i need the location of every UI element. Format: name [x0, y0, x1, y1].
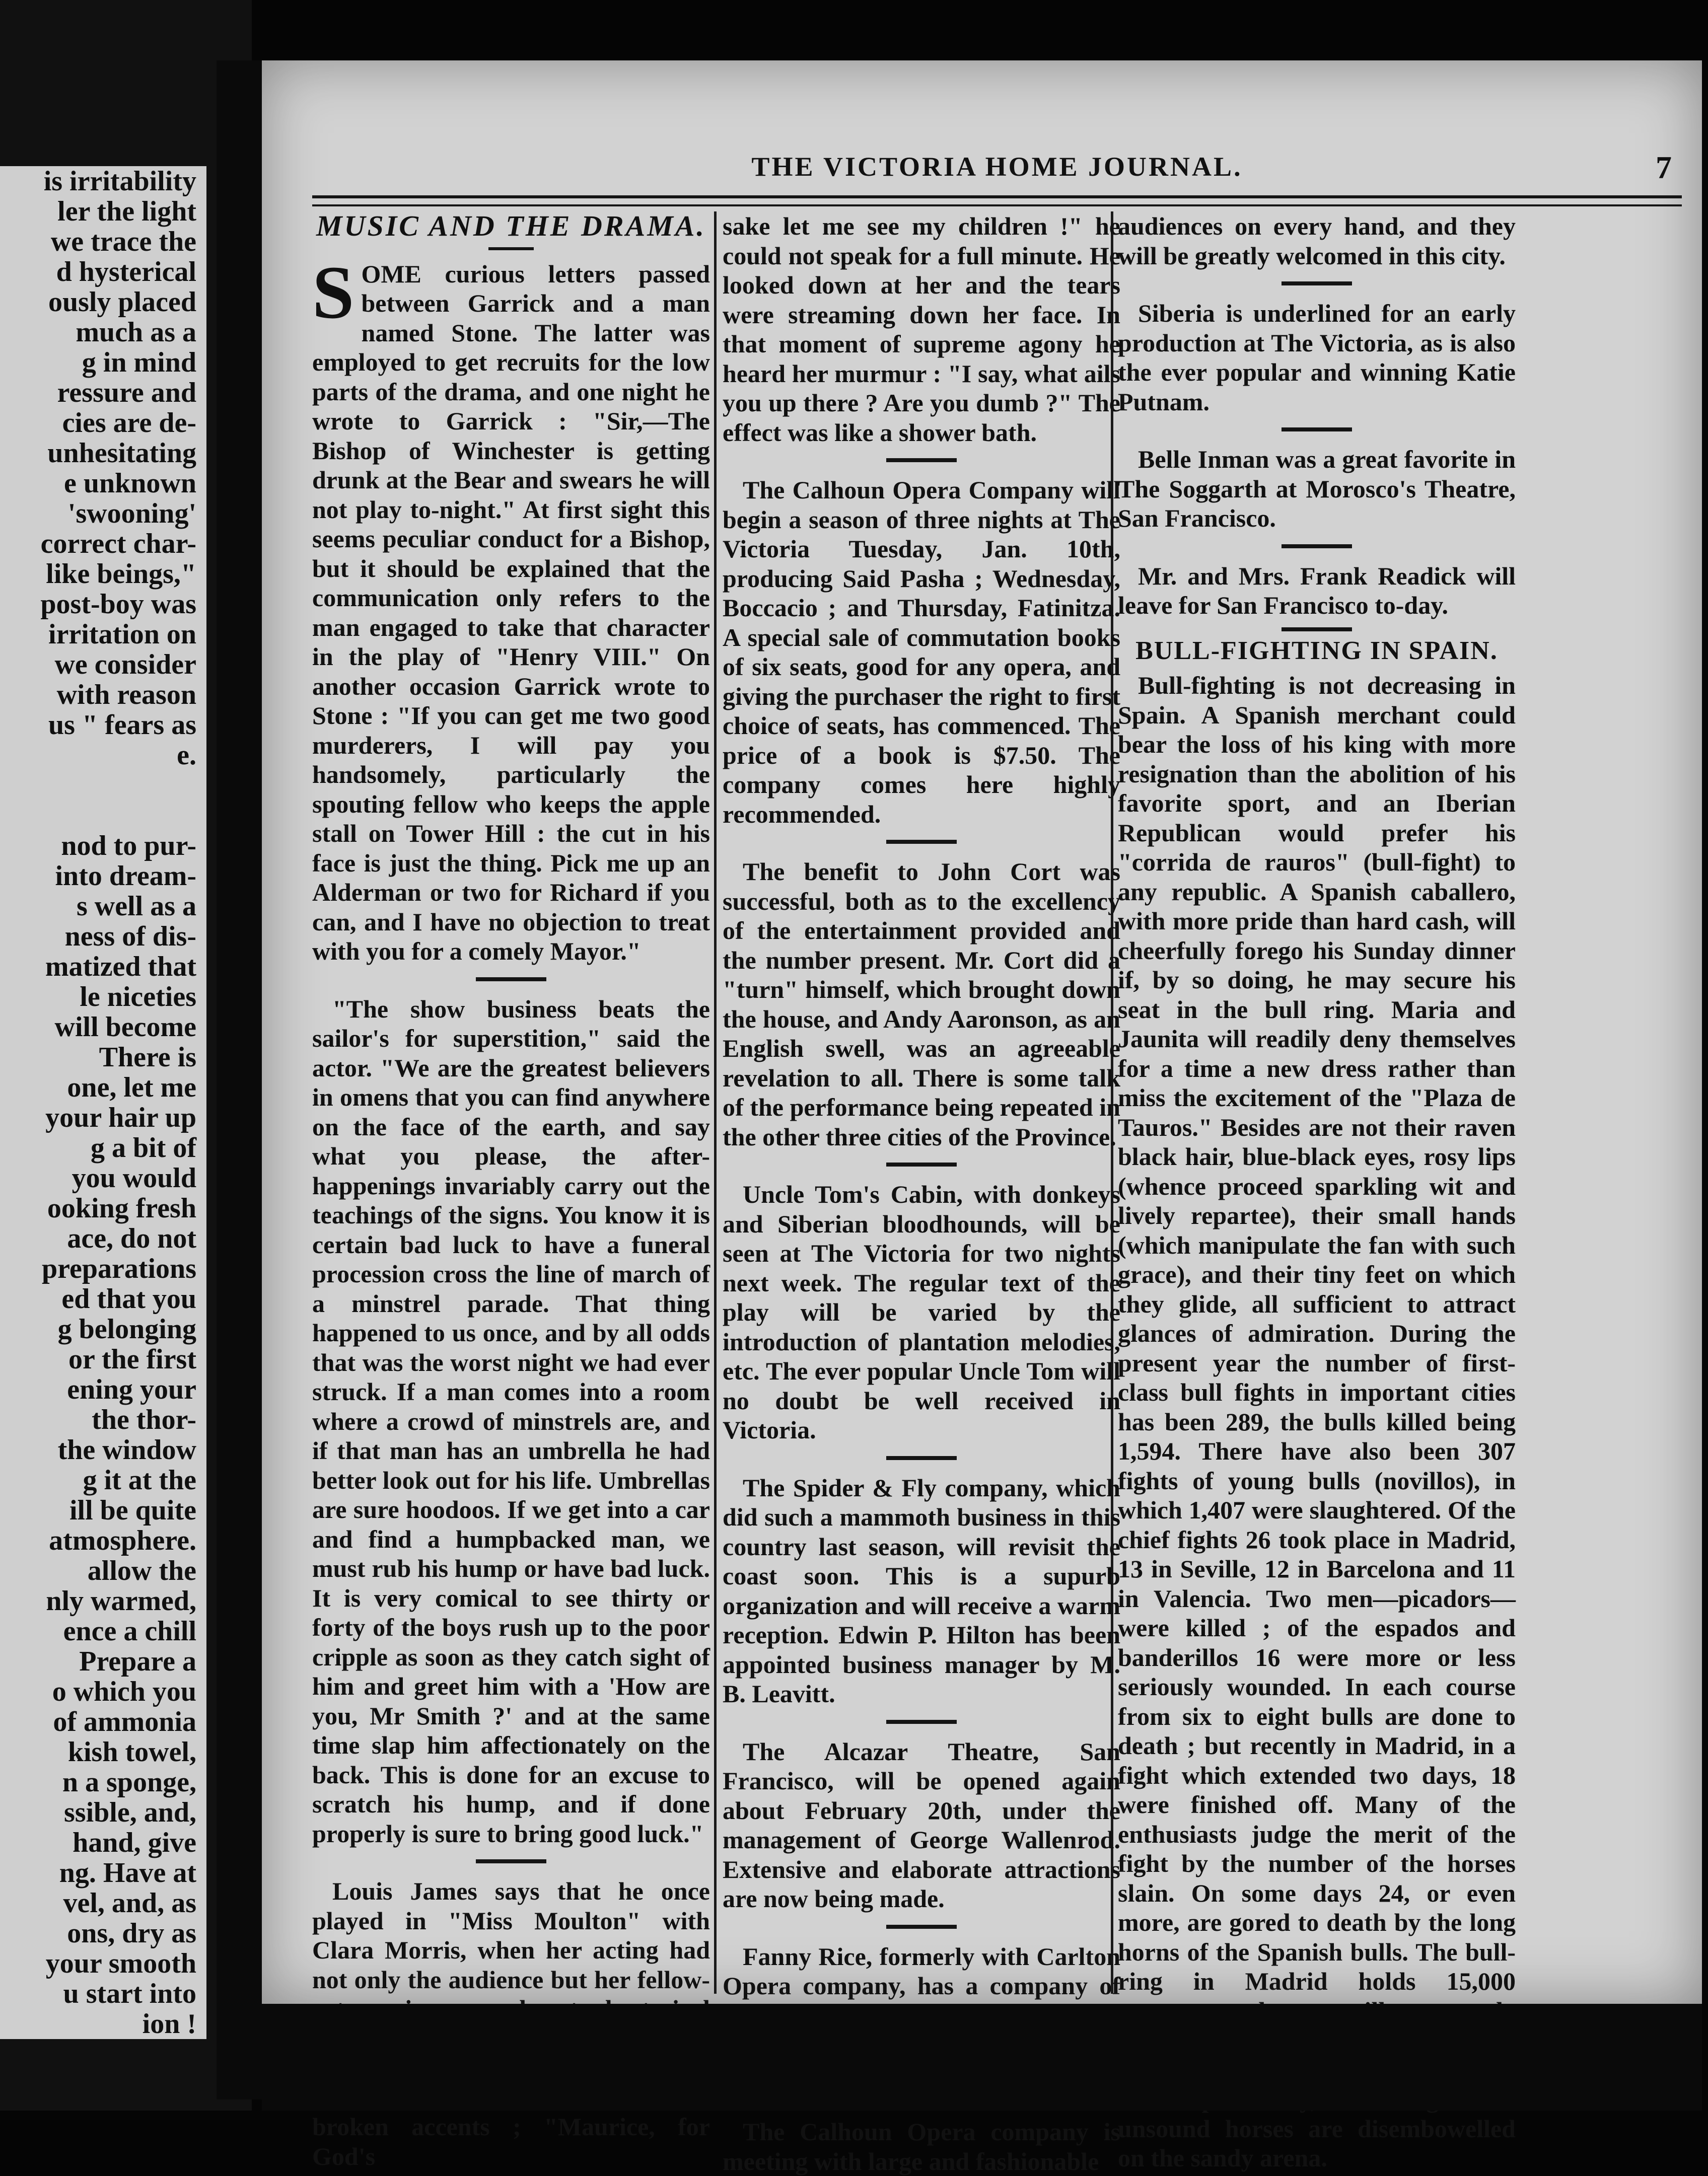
previous-page-line: us " fears as [48, 709, 196, 741]
previous-page-line: irritation on [48, 619, 196, 650]
book-spine-gutter [217, 60, 262, 2099]
article-separator [1282, 427, 1352, 431]
page-number: 7 [1656, 150, 1672, 185]
previous-page-line: e. [177, 740, 196, 771]
article-separator [1282, 544, 1352, 548]
previous-page-line: hand, give [73, 1827, 196, 1858]
previous-page-line: much as a [76, 317, 196, 348]
header-rule-thin [312, 204, 1682, 206]
previous-page-line: atmosphere. [49, 1525, 196, 1556]
previous-page-line: 'swooning' [67, 498, 196, 529]
article-paragraph: The benefit to John Cort was successful, both as to the excellency of the entertainment provided and the number present. Mr. Cort did a "turn" himself, which brought down the house, and Andy Aaronson, as an English swell, was an agreeable revelation to all. There is some talk of the performance being repeated in the other three cities of the Province. [723, 857, 1120, 1151]
previous-page-line: ening your [67, 1374, 196, 1405]
previous-page-line: ace, do not [67, 1223, 196, 1254]
previous-page-line: you would [72, 1163, 196, 1194]
previous-page-line: is irritability [43, 166, 196, 197]
article-paragraph: "The show business beats the sailor's for superstition," said the actor. "We are the greatest believers in omens that you can find anywhere on the face of the earth, and say what you please, the after-happenings invariably carry out the teachings of the signs. You know it is certain bad luck to have a funeral procession cross the line of march of a minstrel parade. That thing happened to us once, and by all odds that was the worst night we had ever struck. If a man comes into a room where a crowd of minstrels are, and if that man has an umbrella he had better look out for his life. Umbrellas are sure hoodoos. If we get into a car and find a humpbacked man, we must rub his hump or have bad luck. It is very comical to see thirty or forty of the boys rush up to the poor cripple as soon as they catch sight of him and greet him with a 'How are you, Mr Smith ?' and at the same time slap him affectionately on the back. This is done for an excuse to scratch his hump, and if done properly is sure to bring good luck." [312, 994, 710, 1848]
article-separator [1282, 281, 1352, 285]
previous-page-line: ng. Have at [59, 1857, 196, 1889]
previous-page-line: with reason [56, 679, 196, 710]
previous-page-line: we trace the [50, 226, 196, 257]
header-rule [312, 195, 1682, 198]
previous-page-line: ed that you [61, 1283, 196, 1315]
section-title-bull-fighting: BULL-FIGHTING IN SPAIN. [1135, 636, 1498, 665]
previous-page-line: ooking fresh [47, 1193, 196, 1224]
article-paragraph: sake let me see my children !" he could not speak for a full minute. He looked down at her and the tears were streaming down her face. In that moment of supreme agony he heard her murmur : "I say, what ails you up there ? Are you dumb ?" The effect was like a shower bath. [723, 212, 1120, 447]
article-paragraph: Uncle Tom's Cabin, with donkeys and Siberian bloodhounds, will be seen at The Victoria for two nights next week. The regular text of the play will be varied by the introduction of plantation melodies, etc. The ever popular Uncle Tom will no doubt be well received in Victoria. [723, 1180, 1120, 1444]
section-title-music-drama: MUSIC AND THE DRAMA. [316, 209, 706, 242]
previous-page-line: ence a chill [63, 1616, 196, 1647]
previous-page-line: g belonging [57, 1314, 196, 1345]
previous-page-line: Prepare a [79, 1646, 196, 1677]
previous-page-line: nly warmed, [46, 1585, 196, 1617]
previous-page-line: cies are de- [62, 407, 196, 439]
previous-page-line: ler the light [57, 196, 196, 227]
article-paragraph: The Calhoun Opera Company will begin a season of three nights at The Victoria Tuesday, Jan. 10th, producing Said Pasha ; Wednesday, Boccacio ; and Thursday, Fatinitza. A special sale of commutation books of six seats, good for any opera, and giving the purchaser the right to first choice of seats, has commenced. The price of a book is $7.50. The company comes here highly recommended. [723, 476, 1120, 828]
column-2 [723, 211, 1120, 2175]
article-separator [886, 840, 957, 844]
article-paragraph: The Alcazar Theatre, San Francisco, will be opened again about February 20th, under the management of George Wallenrod. Extensive and elaborate attractions are now being made. [723, 1737, 1120, 1913]
previous-page-line: preparations [42, 1253, 196, 1284]
previous-page-line: g it at the [83, 1465, 196, 1496]
previous-page-line: kish towel, [67, 1736, 196, 1768]
previous-page-top-lines [0, 166, 206, 770]
article-paragraph: Belle Inman was a great favorite in The Soggarth at Morosco's Theatre, San Francisco. [1118, 445, 1516, 532]
previous-page-line: the thor- [92, 1404, 196, 1435]
article-paragraph [312, 250, 710, 966]
previous-page-line: le niceties [80, 981, 196, 1012]
previous-page-line: matized that [45, 951, 196, 982]
article-separator [886, 1163, 957, 1167]
previous-page-line: we consider [54, 649, 196, 680]
previous-page-bottom-lines [0, 831, 206, 2039]
article-paragraph: The Spider & Fly company, which did such a mammoth business in this country last season, will revisit the coast soon. This is a supurb organization and will receive a warm reception. Edwin P. Hilton has been appointed business manager by M. B. Leavitt. [723, 1473, 1120, 1708]
article-separator [1282, 627, 1352, 631]
article-separator [886, 1925, 957, 1929]
previous-page-line: one, let me [67, 1072, 196, 1103]
previous-page-line: d hysterical [56, 256, 196, 287]
column-3 [1118, 211, 1516, 2172]
previous-page-line: ion ! [142, 2008, 196, 2040]
page-header [312, 151, 1682, 191]
newspaper-page [262, 60, 1702, 2175]
article-text: OME curious letters passed between Garrick and a man named Stone. The latter was employed to get recruits for the low parts of the drama, and one night he wrote to Garrick : "Sir,—The Bishop of Winchester is getting drunk at the Bear and swears he will not play to-night." At first sight this seems peculiar conduct for a Bishop, but it should be explained that the communication only refers to the man engaged to take that character in the play of "Henry VIII." On another occasion Garrick wrote to Stone : "If you can get me two good murderers, I will pay you handsomely, particularly the spouting fellow who keeps the apple stall on Tower Hill : the cut in his face is just the thing. Pick me up an Alderman or two for Richard if you can, and I have no objection to treat with you for a comely Mayor." [312, 259, 710, 965]
article-separator [476, 977, 546, 981]
previous-page-line: unhesitating [47, 438, 196, 469]
previous-page-line: will become [54, 1011, 196, 1043]
previous-page-line: vel, and, as [63, 1888, 196, 1919]
previous-page-line: like beings," [46, 558, 196, 590]
previous-page-line: into dream- [55, 860, 196, 892]
article-paragraph: The Calhoun Opera company is meeting with large and fashionable [723, 2118, 1120, 2175]
previous-page-line: allow the [87, 1555, 196, 1586]
previous-page-line: of ammonia [53, 1706, 196, 1737]
title-separator [488, 247, 534, 250]
previous-page-line: u start into [63, 1978, 196, 2009]
column-divider [714, 211, 717, 1994]
previous-page-line: nod to pur- [61, 830, 196, 861]
article-separator [886, 1456, 957, 1460]
drop-cap: S [312, 250, 354, 334]
article-separator [886, 1720, 957, 1724]
previous-page-line: correct char- [40, 528, 196, 559]
article-separator [476, 1859, 546, 1863]
scan-border-bottom [262, 2004, 1702, 2111]
article-paragraph: Siberia is underlined for an early production at The Victoria, as is also the ever popular and winning Katie Putnam. [1118, 299, 1516, 416]
article-paragraph: Mr. and Mrs. Frank Readick will leave for San Francisco to-day. [1118, 561, 1516, 619]
previous-page-line: ill be quite [69, 1495, 196, 1526]
previous-page-line: or the first [68, 1344, 196, 1375]
article-paragraph: Fanny Rice, formerly with Carlton Opera company, has a company of [723, 1942, 1120, 2000]
previous-page-line: ness of dis- [64, 921, 196, 952]
previous-page-line: the window [57, 1434, 196, 1466]
previous-page-line: n a sponge, [62, 1767, 196, 1798]
previous-page-line: g a bit of [91, 1132, 196, 1164]
previous-page-line: o which you [52, 1676, 196, 1707]
article-separator [886, 458, 957, 462]
previous-page-fragment [0, 166, 206, 2039]
previous-page-line: There is [99, 1042, 196, 1073]
previous-page-line: ressure and [57, 377, 196, 408]
column-1 [312, 209, 710, 2170]
previous-page-line: post-boy was [40, 589, 196, 620]
article-paragraph: audiences on every hand, and they will be greatly welcomed in this city. [1118, 212, 1516, 270]
previous-page-line: e unknown [63, 468, 196, 499]
running-title: THE VICTORIA HOME JOURNAL. [751, 152, 1243, 182]
article-paragraph: Bull-fighting is not decreasing in Spain. A Spanish merchant could bear the loss of his king with more resignation than the abolition of his favorite sport, and an Iberian Republican would prefer his "corrida de rauros" (bull-fight) to any republic. A Spanish caballero, with more pride than hard cash, will cheerfully forego his Sunday dinner if, by so doing, he may secure his seat in the bull ring. Maria and Jaunita will readily deny themselves for a time a new dress rather than miss the excitement of the "Plaza de Tauros." Besides are not their raven black hair, blue-black eyes, rosy lips (whence proceed sparkling wit and lively repartee), their small hands (which manipulate the fan with such grace), and their tiny feet on which they glide, all sufficient to attract glances of admiration. During the present year the number of first-class bull fights in important cities has been 289, the bulls killed being 1,594. There have also been 307 fights of young bulls (novillos), in which 1,407 were slaughtered. Of the chief fights 26 took place in Madrid, 13 in Seville, 12 in Barcelona and 11 in Valencia. Two men—picadors—were killed ; of the espados and banderillos 16 were more or less seriously wounded. In each course from six to eight bulls are done to death ; but recently in Madrid, in a fight which extended two days, 18 were finished off. Many of the enthusiasts judge the merit of the fight by the number of the horses slain. On some days 24, or even more, are gored to death by the long horns of the Spanish bulls. The bull-ring in Madrid holds 15,000 unsound horses are disembowelled on the sandy arena. [1118, 671, 1516, 2172]
article-paragraph: Louis James says that he once played in "Miss Moulton" with Clara Morris, when her acting had not only the audience but her fellow- broken accents ; "Maurice, for God's [312, 1877, 710, 2170]
previous-page-line: ously placed [48, 286, 196, 318]
previous-page-line: ssible, and, [64, 1797, 196, 1828]
previous-page-line: g in mind [82, 347, 196, 378]
previous-page-line: ons, dry as [67, 1918, 196, 1949]
previous-page-line: s well as a [77, 891, 196, 922]
previous-page-line: your smooth [45, 1948, 196, 1979]
previous-page-line: your hair up [45, 1102, 196, 1133]
